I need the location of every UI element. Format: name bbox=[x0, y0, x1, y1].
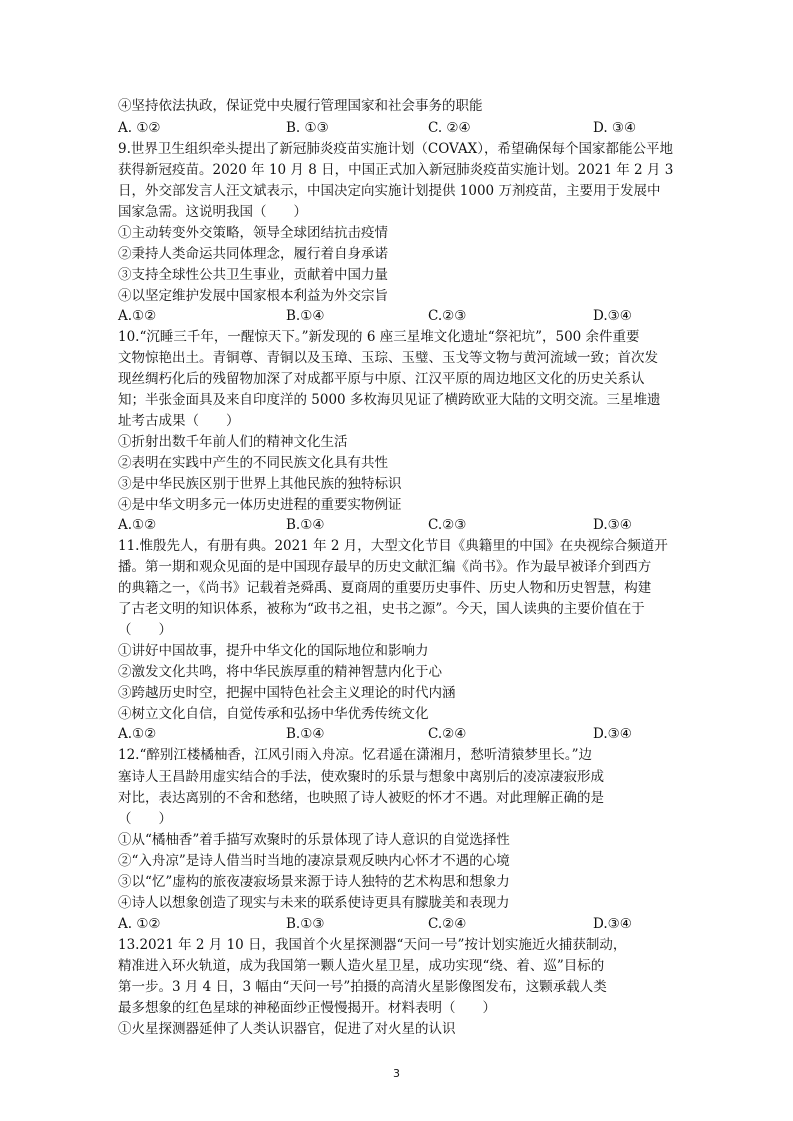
question-13-text: 13.2021 年 2 月 10 日，我国首个火星探测器“天问一号”按计划实施近火捕获制动， bbox=[118, 937, 627, 953]
text-line: 的典籍之一，《尚书》记载着尧舜禹、夏商周的重要历史事件、历史人物和历史智慧，构建 bbox=[118, 580, 652, 596]
statement: ③是中华民族区别于世界上其他民族的独特标识 bbox=[118, 476, 402, 492]
text-line: 塞诗人王昌龄用虚实结合的手法，使欢聚时的乐景与想象中离别后的凌凉凄寂形成 bbox=[118, 769, 604, 785]
option-c: C.②③ bbox=[428, 308, 467, 324]
statement: ④树立文化自信，自觉传承和弘扬中华优秀传统文化 bbox=[118, 706, 429, 722]
question-11-text: 11.惟殷先人，有册有典。2021 年 2 月，大型文化节目《典籍里的中国》在央视综合频道开 bbox=[118, 538, 668, 554]
option-c: C.②④ bbox=[428, 726, 467, 742]
statement: ①折射出数千年前人们的精神文化生活 bbox=[118, 434, 348, 450]
statement: ④是中华文明多元一体历史进程的重要实物例证 bbox=[118, 497, 402, 513]
option-a: A.①② bbox=[118, 726, 157, 742]
option-d: D.③④ bbox=[593, 916, 632, 932]
statement: ④诗人以想象创造了现实与未来的联系使诗更具有朦胧美和表现力 bbox=[118, 895, 510, 911]
statement: ②“入舟凉”是诗人借当时当地的凄凉景观反映内心怀才不遇的心境 bbox=[118, 853, 510, 869]
option-a: A. ①② bbox=[118, 916, 161, 932]
statement: ①从“橘柚香”着手描写欢聚时的乐景体现了诗人意识的自觉选择性 bbox=[118, 832, 510, 848]
text-line: 日，外交部发言人汪文斌表示，中国决定向实施计划提供 1000 万剂疫苗，主要用于发展中 bbox=[118, 183, 661, 199]
text-line: 现丝绸朽化后的残留物加深了对成都平原与中原、江汉平原的周边地区文化的历史关系认 bbox=[118, 371, 645, 387]
statement: ①火星探测器延伸了人类认识器官，促进了对火星的认识 bbox=[118, 1021, 456, 1037]
option-d: D.③④ bbox=[593, 726, 632, 742]
option-a: A.①② bbox=[118, 517, 157, 533]
option-c: C.②④ bbox=[428, 916, 467, 932]
text-line: 国家急需。这说明我国（ ） bbox=[118, 204, 307, 220]
statement: ①讲好中国故事，提升中华文化的国际地位和影响力 bbox=[118, 643, 429, 659]
text-line: 址考古成果（ ） bbox=[118, 413, 240, 429]
option-d: D. ③④ bbox=[593, 120, 637, 136]
statement: ③支持全球性公共卫生事业，贡献着中国力量 bbox=[118, 267, 388, 283]
text-line: 对比，表达离别的不舍和愁绪，也映照了诗人被贬的怀才不遇。对此理解正确的是 bbox=[118, 790, 604, 806]
text-line: 精准进入环火轨道，成为我国第一颗人造火星卫星，成功实现“绕、着、巡”目标的 bbox=[118, 958, 605, 974]
option-d: D.③④ bbox=[593, 308, 632, 324]
text-line: （ ） bbox=[118, 811, 172, 827]
statement: ④以坚定维护发展中国家根本利益为外交宗旨 bbox=[118, 288, 388, 304]
statement: ②秉持人类命运共同体理念，履行着自身承诺 bbox=[118, 246, 388, 262]
text-line: 第一步。3 月 4 日，3 幅由“天问一号”拍摄的高清火星影像图发布，这颗承载人类 bbox=[118, 979, 607, 995]
option-a: A. ①② bbox=[118, 120, 161, 136]
option-b: B.①④ bbox=[286, 517, 325, 533]
question-10-text: 10.“沉睡三千年，一醒惊天下。”新发现的 6 座三星堆文化遗址“祭祀坑”，500 余件重要 bbox=[118, 329, 640, 345]
statement: ③跨越历史时空，把握中国特色社会主义理论的时代内涵 bbox=[118, 685, 456, 701]
text-line: 文物惊艳出土。青铜尊、青铜以及玉璋、玉琮、玉璧、玉戈等文物与黄河流域一致；首次发 bbox=[118, 350, 658, 366]
option-c: C.②③ bbox=[428, 517, 467, 533]
text-line: （ ） bbox=[118, 622, 172, 638]
text-line: 获得新冠疫苗。2020 年 10 月 8 日，中国正式加入新冠肺炎疫苗实施计划。2021 年 2 月 3 bbox=[118, 162, 674, 178]
option-d: D.③④ bbox=[593, 517, 632, 533]
option-b: B.①④ bbox=[286, 308, 325, 324]
text-line: 最多想象的红色星球的神秘面纱正慢慢揭开。材料表明（ ） bbox=[118, 1000, 496, 1016]
option-a: A.①② bbox=[118, 308, 157, 324]
statement: ③以“忆”虚构的旅夜凄寂场景来源于诗人独特的艺术构思和想象力 bbox=[118, 874, 510, 890]
option-b: B. ①③ bbox=[286, 120, 329, 136]
statement: ②激发文化共鸣，将中华民族厚重的精神智慧内化于心 bbox=[118, 664, 442, 680]
text-line: 播。第一期和观众见面的是中国现存最早的历史文献汇编《尚书》。作为最早被译介到西方 bbox=[118, 559, 652, 575]
option-c: C. ②④ bbox=[428, 120, 471, 136]
page-number: 3 bbox=[393, 1067, 400, 1080]
question-9-text: 9.世界卫生组织牵头提出了新冠肺炎疫苗实施计划（COVAX），希望确保每个国家都能公平地 bbox=[118, 141, 673, 157]
statement: ①主动转变外交策略，领导全球团结抗击疫情 bbox=[118, 225, 388, 241]
text-line: 知；半张金面具及来自印度洋的 5000 多枚海贝见证了横跨欧亚大陆的文明交流。三星堆遗 bbox=[118, 392, 661, 408]
statement: ②表明在实践中产生的不同民族文化具有共性 bbox=[118, 455, 388, 471]
text-line: 了古老文明的知识体系，被称为“政书之祖，史书之源”。今天，国人读典的主要价值在于 bbox=[118, 601, 645, 617]
question-12-text: 12.“醉别江楼橘柚香，江风引雨入舟凉。忆君遥在潇湘月，愁听清猿梦里长。”边 bbox=[118, 747, 593, 763]
option-b: B.①③ bbox=[286, 916, 325, 932]
text-line: ④坚持依法执政，保证党中央履行管理国家和社会事务的职能 bbox=[118, 98, 483, 114]
option-b: B.①④ bbox=[286, 726, 325, 742]
